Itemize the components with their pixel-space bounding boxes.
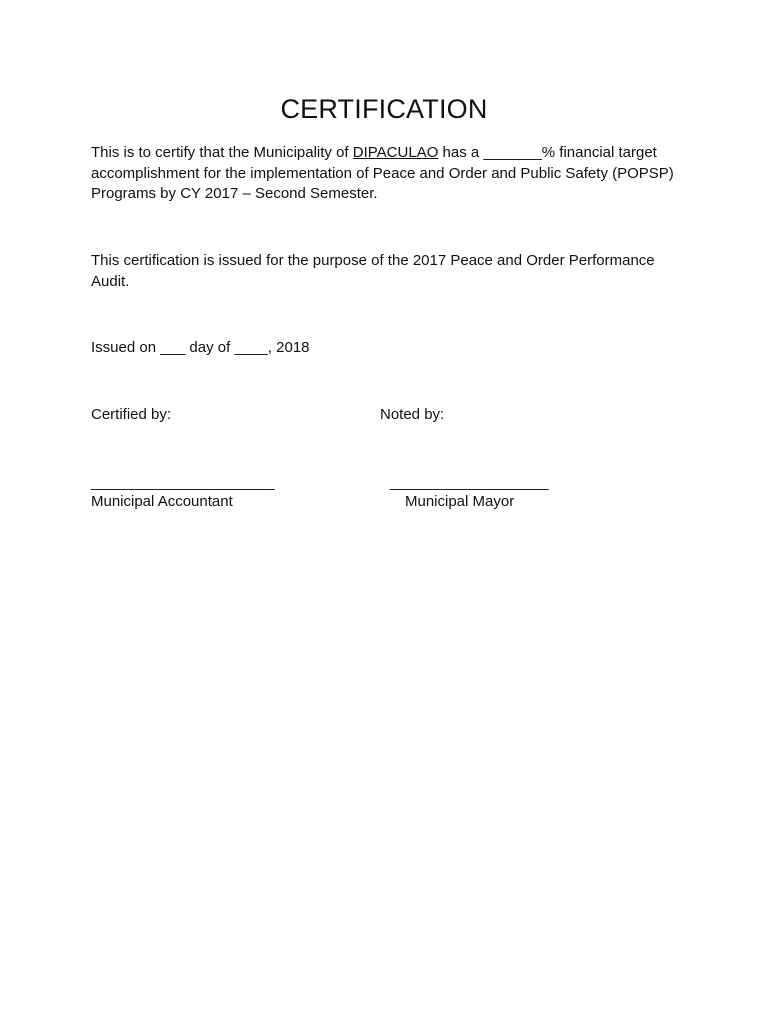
paragraph-text-line2: accomplishment for the implementation of Peace and Order and Public Safety (POPSP) [91,164,674,182]
certification-paragraph [91,143,691,205]
purpose-paragraph [91,251,691,292]
municipality-name: DIPACULAO [352,144,439,161]
paragraph-text-target: has a _______% financial target [438,144,657,161]
accountant-role: Municipal Accountant [91,493,233,510]
noted-by-label: Noted by: [380,406,445,423]
certified-by-label: Certified by: [91,406,172,423]
mayor-signature-line: ___________________ [390,474,549,491]
accountant-signature-line: ______________________ [91,474,275,491]
paragraph-text-start: This is to certify that the Municipality of [91,144,353,161]
mayor-role: Municipal Mayor [405,493,515,510]
page-title: CERTIFICATION [280,94,488,124]
issued-on-text: Issued on ___ day of ____, 2018 [91,339,310,356]
purpose-text-line1: This certification is issued for the purpose of the 2017 Peace and Order Performance [91,252,655,269]
paragraph-text-line3: Programs by CY 2017 – Second Semester. [91,185,378,202]
purpose-text-line2: Audit. [91,272,130,290]
